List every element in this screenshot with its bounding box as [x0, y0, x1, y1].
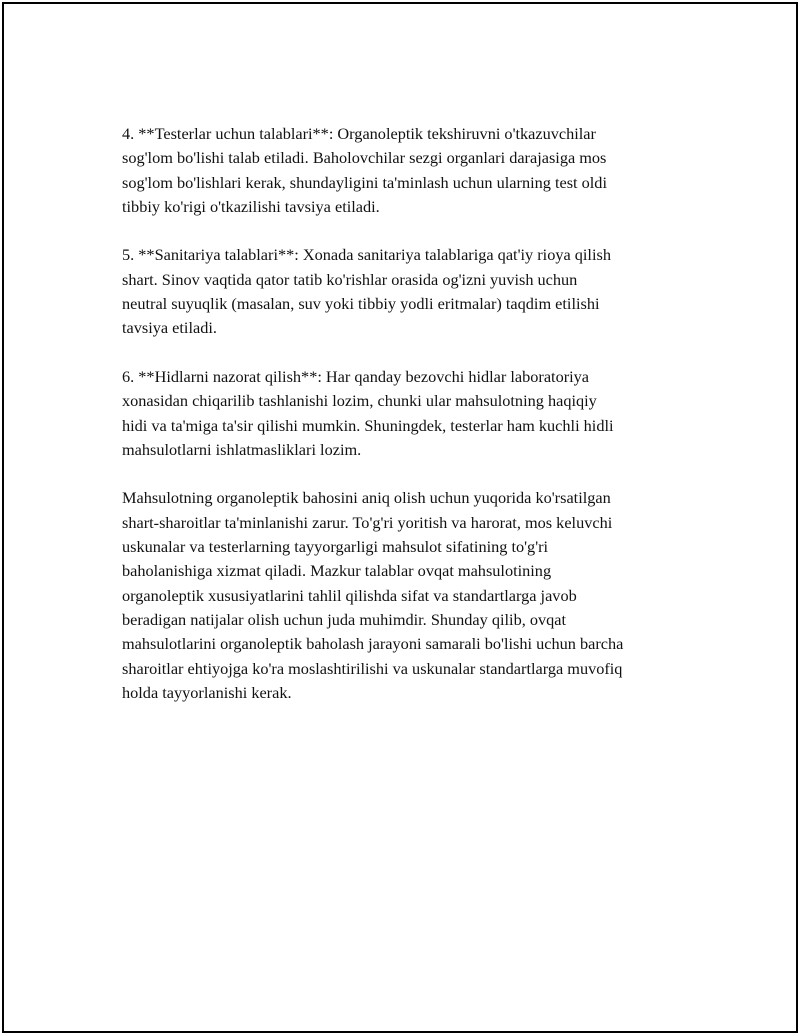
text-line: shart-sharoitlar ta'minlanishi zarur. To'g'ri yoritish va harorat, mos keluvchi	[122, 512, 613, 532]
text-line: organoleptik xususiyatlarini tahlil qilishda sifat va standartlarga javob	[122, 585, 577, 605]
text-line: 6. **Hidlarni nazorat qilish**: Har qanday bezovchi hidlar laboratoriya	[122, 366, 590, 386]
text-line: tibbiy ko'rigi o'tkazilishi tavsiya etiladi.	[122, 196, 380, 216]
text-line: holda tayyorlanishi kerak.	[122, 682, 292, 702]
text-line: beradigan natijalar olish uchun juda muhimdir. Shunday qilib, ovqat	[122, 609, 567, 629]
text-line: sog'lom bo'lishlari kerak, shundayligini ta'minlash uchun ularning test oldi	[122, 172, 607, 192]
paragraph-conclusion	[122, 486, 694, 705]
text-line: sog'lom bo'lishi talab etiladi. Baholovchilar sezgi organlari darajasiga mos	[122, 148, 607, 168]
text-line: Mahsulotning organoleptik bahosini aniq olish uchun yuqorida ko'rsatilgan	[122, 488, 611, 508]
text-line: uskunalar va testerlarning tayyorgarligi mahsulot sifatining to'g'ri	[122, 537, 549, 557]
text-line: hidi va ta'miga ta'sir qilishi mumkin. Shuningdek, testerlar ham kuchli hidli	[122, 415, 614, 435]
text-line: mahsulotlarni ishlatmasliklari lozim.	[122, 439, 362, 459]
text-line: neutral suyuqlik (masalan, suv yoki tibbiy yodli eritmalar) taqdim etilishi	[122, 294, 600, 314]
text-line: baholanishiga xizmat qiladi. Mazkur talablar ovqat mahsulotining	[122, 561, 552, 581]
text-line: xonasidan chiqarilib tashlanishi lozim, chunki ular mahsulotning haqiqiy	[122, 391, 597, 411]
text-line: shart. Sinov vaqtida qator tatib ko'rishlar orasida og'izni yuvish uchun	[122, 269, 578, 289]
text-line: tavsiya etiladi.	[122, 318, 217, 338]
text-line: 5. **Sanitariya talablari**: Xonada sanitariya talablariga qat'iy rioya qilish	[122, 245, 611, 265]
text-line: mahsulotlarini organoleptik baholash jarayoni samarali bo'lishi uchun barcha	[122, 634, 624, 654]
page-frame	[2, 2, 798, 1033]
paragraph-sanitary-requirements	[122, 243, 694, 340]
text-line: sharoitlar ehtiyojga ko'ra moslashtirilishi va uskunalar standartlarga muvofiq	[122, 658, 623, 678]
document-body	[122, 122, 694, 729]
text-line: 4. **Testerlar uchun talablari**: Organoleptik tekshiruvni o'tkazuvchilar	[122, 124, 596, 143]
paragraph-testers-requirements	[122, 122, 694, 219]
paragraph-odor-control	[122, 365, 694, 462]
